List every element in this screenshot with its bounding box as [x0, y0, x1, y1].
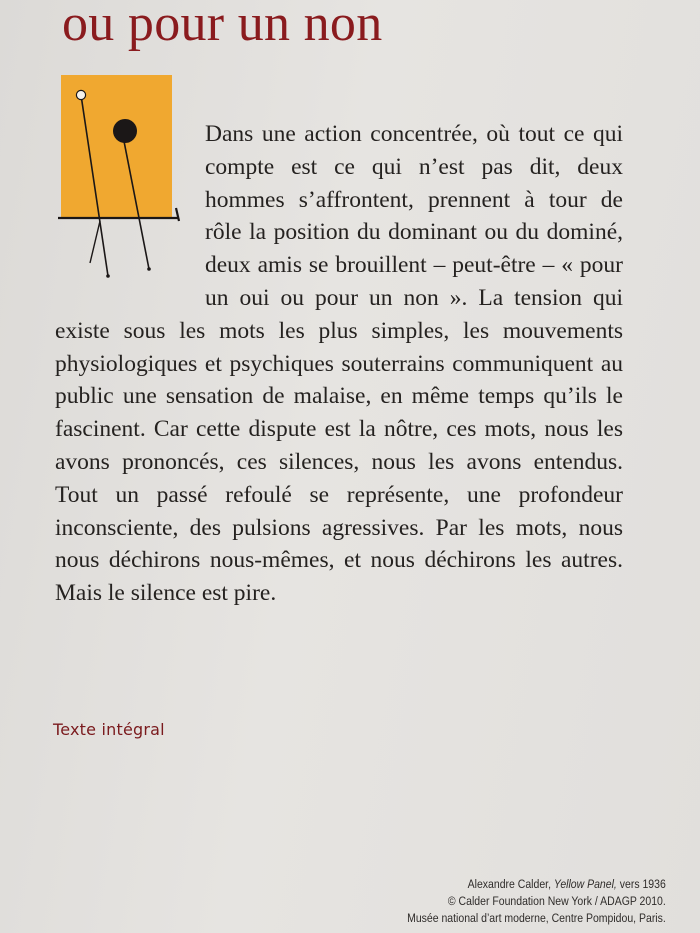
credit-artist: Alexandre Calder,: [467, 877, 552, 891]
credit-line-collection: Musée national d’art moderne, Centre Pompidou, Paris.: [407, 911, 666, 925]
credit-line-artwork: [407, 876, 666, 893]
main-paragraph: [55, 118, 623, 610]
full-text-link[interactable]: Texte intégral: [53, 720, 165, 739]
main-paragraph-text: Dans une action concentrée, où tout ce qui compte est ce qui n’est pas dit, deux hommes s’affrontent, prennent à tour de rôle la position du dominant ou du dominé, deux amis se brouillent – peut-être – « pour un oui ou pour un non ». La tension qui existe sous les mots les plus simples, les mouvements physiologiques et psychiques souterrains communiquent au public une sensation de malaise, en même temps qu’ils le fascinent. Car cette dispute est la nôtre, ces mots, nous les avons prononcés, ces silences, nous les avons entendus. Tout un passé refoulé se représente, une profondeur inconsciente, des pulsions agressives. Par les mots, nous nous déchirons nous-mêmes, et nous déchirons les autres. Mais le silence est pire.: [55, 121, 623, 607]
image-credits: [407, 876, 666, 927]
credit-date: vers 1936: [619, 877, 666, 891]
artwork-float-spacer: [55, 118, 205, 282]
page-title: ou pour un non: [62, 0, 383, 52]
credit-line-copyright: © Calder Foundation New York / ADAGP 2010.: [448, 894, 666, 908]
credit-work-title: Yellow Panel,: [554, 877, 618, 891]
